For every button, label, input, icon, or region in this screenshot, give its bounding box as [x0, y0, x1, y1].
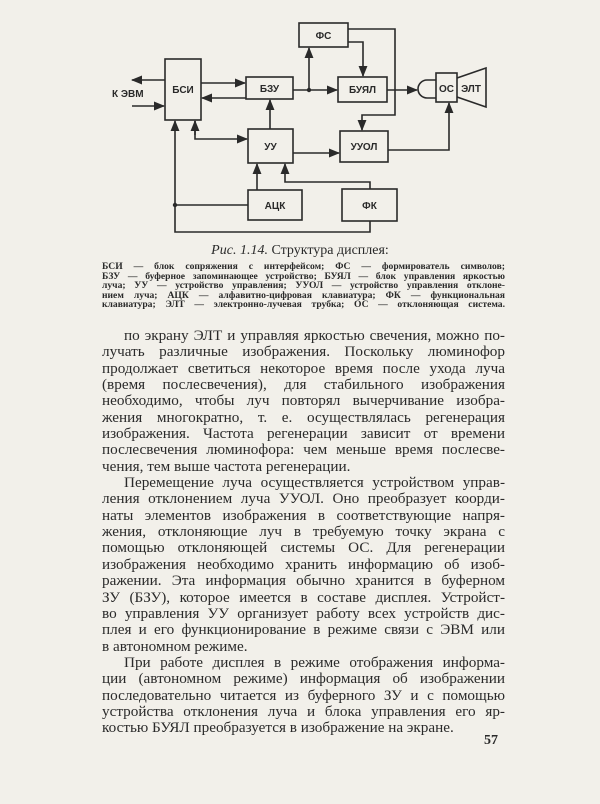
- legend-line: нием луча; АЦК — алфавитно-цифровая клавиатура; ФК — функциональная: [102, 289, 505, 301]
- figure-title: Структура дисплея:: [271, 243, 389, 258]
- text-line: послесвечения люминофора: чем меньше время послесве-: [102, 441, 505, 459]
- text-line: жения, отклоняющие луч в требуемую точку экрана с: [102, 523, 505, 541]
- label-bzu: БЗУ: [259, 84, 280, 95]
- text-line: ции (автономном режиме) информация об изображении: [102, 670, 505, 688]
- text-line: изображения. Частота регенерации зависит от времени: [102, 425, 505, 443]
- text-line: по экрану ЭЛТ и управляя яркостью свечения, можно по-: [124, 327, 505, 344]
- text-line: При работе дисплея в режиме отображения информа-: [124, 653, 505, 671]
- text-line: продолжает светиться некоторое время после ухода луча: [102, 359, 505, 377]
- body-text: [102, 328, 505, 737]
- text-line: во управления УУ организует работу всех устройств дис-: [102, 604, 505, 622]
- text-line: изображения необходимо хранить информацию об изоб-: [102, 555, 505, 573]
- legend-line: луча; УУ — устройство управления; УУОЛ — устройство управления отклоне-: [102, 280, 505, 292]
- text-line: в автономном режиме.: [102, 637, 248, 655]
- text-line: последовательно читается из буферного ЗУ и с помощью: [102, 686, 505, 704]
- text-line: костью БУЯЛ преобразуется в изображение на экране.: [102, 719, 454, 737]
- text-line: помощью отклоняющей системы ОС. Для регенерации: [102, 539, 505, 557]
- text-line: плея и его функционирование в режиме связи с ЭВМ или: [102, 621, 505, 639]
- page-number: 57: [484, 733, 498, 748]
- text-line: наты элементов изображения в соответствующие напря-: [102, 506, 505, 524]
- label-uu: УУ: [264, 142, 277, 153]
- label-to-computer: К ЭВМ: [112, 89, 144, 100]
- display-structure-diagram: [0, 0, 600, 240]
- text-line: Перемещение луча осуществляется устройством управ-: [124, 474, 505, 492]
- text-line: необходимо, чтобы луч повторял вычерчивание изобра-: [102, 392, 505, 410]
- label-os: ОС: [439, 84, 454, 95]
- text-line: (время послесвечения), для стабильного изображения: [102, 376, 505, 394]
- label-uuol: УУОЛ: [350, 142, 378, 153]
- legend-line: клавиатура; ЭЛТ — электронно-лучевая трубка; ОС — отклоняющая система.: [102, 299, 505, 311]
- label-fk: ФК: [362, 201, 377, 212]
- text-line: чения, тем выше частота регенерации.: [102, 457, 351, 475]
- figure-legend: [102, 262, 505, 310]
- text-line: ления отклонением луча УУОЛ. Оно преобразует коорди-: [102, 490, 505, 508]
- text-line: лучать различные изображения. Поскольку люминофор: [102, 343, 505, 361]
- text-line: жения многократно, т. е. осуществлялась регенерация: [102, 408, 505, 426]
- text-line: устройства отклонения луча и блока управления его яр-: [102, 702, 505, 720]
- crt-bulb: [418, 80, 436, 98]
- figure-caption: [0, 243, 600, 259]
- label-fs: ФС: [315, 31, 332, 42]
- label-elt: ЭЛТ: [461, 84, 481, 95]
- text-line: ЗУ (БЗУ), которое имеется в составе дисплея. Устройст-: [102, 588, 505, 606]
- label-buyal: БУЯЛ: [348, 85, 377, 96]
- label-bsi: БСИ: [172, 85, 194, 96]
- text-line: ражении. Эта информация обычно хранится в буферном: [102, 572, 505, 590]
- label-ack: АЦК: [264, 201, 286, 212]
- figure-label: Рис. 1.14.: [211, 243, 268, 258]
- legend-line: БСИ — блок сопряжения с интерфейсом; ФС — формирователь символов;: [102, 261, 505, 272]
- legend-line: БЗУ — буферное запоминающее устройство; БУЯЛ — блок управления яркостью: [102, 270, 505, 282]
